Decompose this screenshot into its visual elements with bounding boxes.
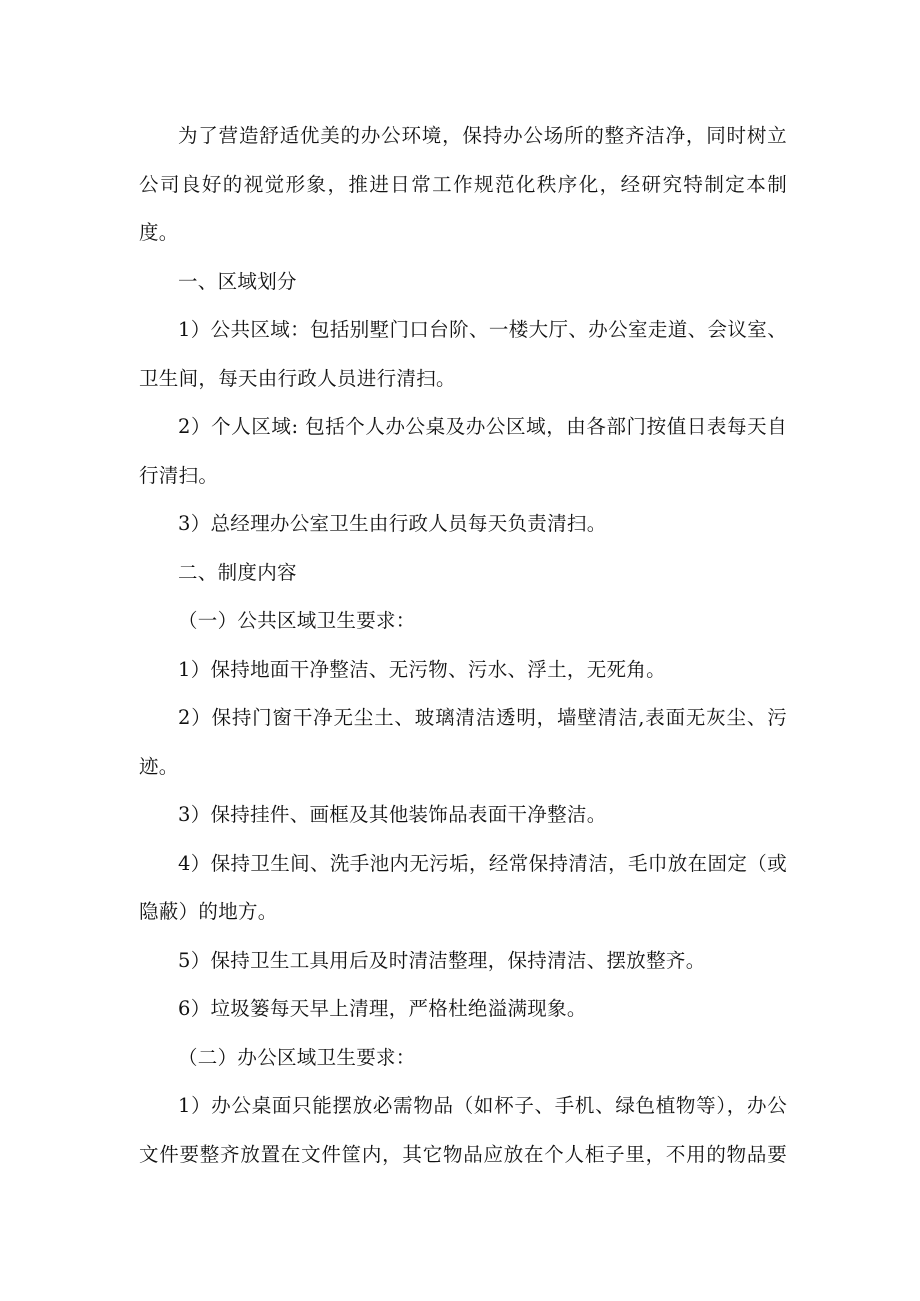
public-rule-restroom: 4）保持卫生间、洗手池内无污垢，经常保持清洁，毛巾放在固定（或隐蔽）的地方。 bbox=[139, 851, 787, 923]
document-body bbox=[139, 112, 787, 1179]
public-rule-decor: 3）保持挂件、画框及其他装饰品表面干净整洁。 bbox=[178, 803, 607, 826]
section-heading-rules: 二、制度内容 bbox=[178, 560, 297, 584]
area-item-public: 1）公共区域：包括别墅门口台阶、一楼大厅、办公室走道、会议室、卫生间，每天由行政人员进行清扫。 bbox=[139, 318, 787, 390]
subsection-heading-public: （一）公共区域卫生要求： bbox=[178, 609, 416, 632]
public-rule-trash: 6）垃圾篓每天早上清理，严格杜绝溢满现象。 bbox=[178, 997, 587, 1020]
area-item-gm-office: 3）总经理办公室卫生由行政人员每天负责清扫。 bbox=[178, 512, 607, 535]
intro-paragraph: 为了营造舒适优美的办公环境，保持办公场所的整齐洁净，同时树立公司良好的视觉形象，推进日常工作规范化秩序化，经研究特制定本制度。 bbox=[139, 124, 787, 244]
public-rule-tools: 5）保持卫生工具用后及时清洁整理，保持清洁、摆放整齐。 bbox=[178, 948, 706, 972]
subsection-heading-office: （二）办公区域卫生要求： bbox=[178, 1045, 416, 1069]
section-heading-area-division: 一、区域划分 bbox=[178, 269, 297, 293]
public-rule-windows: 2）保持门窗干净无尘土、玻璃清洁透明，墙壁清洁,表面无灰尘、污迹。 bbox=[139, 706, 787, 778]
area-item-personal: 2）个人区域: 包括个人办公桌及办公区域，由各部门按值日表每天自行清扫。 bbox=[139, 415, 787, 487]
public-rule-floor: 1）保持地面干净整洁、无污物、污水、浮土，无死角。 bbox=[178, 657, 666, 681]
office-rule-desk: 1）办公桌面只能摆放必需物品（如杯子、手机、绿色植物等），办公文件要整齐放置在文件筐内，其它物品应放在个人柜子里，不用的物品要 bbox=[139, 1094, 787, 1166]
